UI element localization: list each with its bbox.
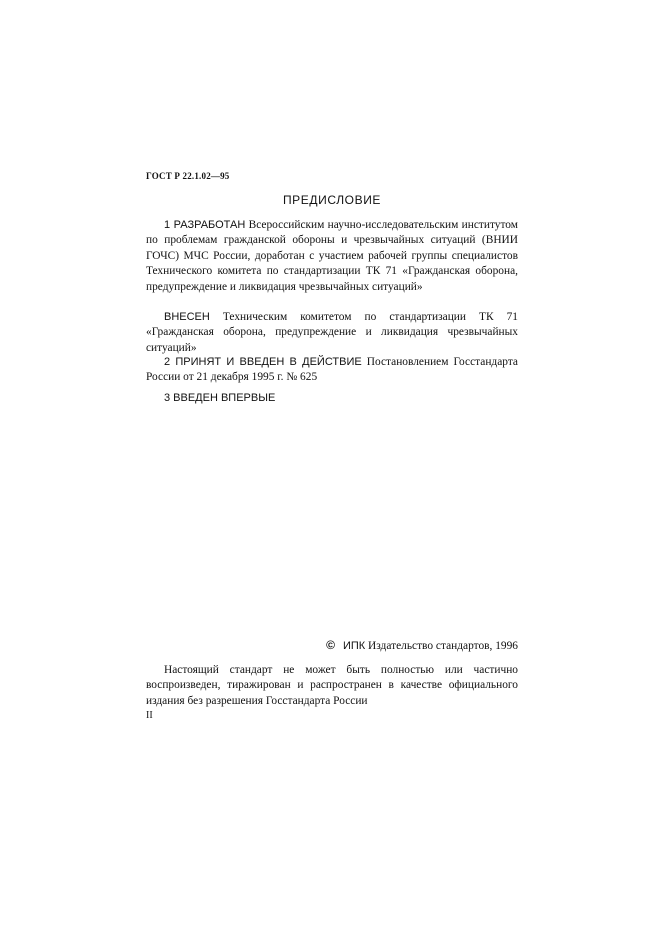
- standard-code: ГОСТ Р 22.1.02—95: [146, 171, 230, 181]
- item-text: Всероссийским научно-исследовательским институтом по проблемам гражданской обороны и чрезвычайных ситуаций (ВНИИ ГОЧС) МЧС России, доработан с участием рабочей группы специалистов Технического комитета по стандартизации ТК 71 «Гражданская оборона, предупреждение и ликвидация чрезвычайных ситуаций»: [146, 219, 518, 293]
- copyright-publisher: ИПК: [342, 640, 366, 652]
- item-lead: ВНЕСЕН: [164, 311, 210, 323]
- notice-text: Настоящий стандарт не может быть полностью или частично воспроизведен, тиражирован и распространен в качестве официального издания без разрешения Госстандарта России: [146, 664, 518, 707]
- preface-item-2: [146, 355, 518, 386]
- preface-item-1: [146, 218, 518, 295]
- item-text: Техническим комитетом по стандартизации ТК 71 «Гражданская оборона, предупреждение и ликвидация чрезвычайных ситуаций»: [146, 311, 518, 354]
- item-lead: 3 ВВЕДЕН ВПЕРВЫЕ: [164, 392, 276, 404]
- copyright-text: Издательство стандартов, 1996: [368, 640, 518, 652]
- copyright-line: [146, 638, 518, 652]
- copyright-symbol: ©: [326, 638, 335, 652]
- item-lead: 1 РАЗРАБОТАН: [164, 219, 246, 231]
- item-text: Постановлением Госстандарта России от 21 декабря 1995 г. № 625: [146, 356, 518, 384]
- item-lead: 2 ПРИНЯТ И ВВЕДЕН В ДЕЙСТВИЕ: [164, 356, 362, 368]
- preface-item-introduced: [146, 310, 518, 356]
- page-title: ПРЕДИСЛОВИЕ: [282, 193, 382, 207]
- preface-item-3: [146, 391, 518, 406]
- reproduction-notice: [146, 663, 518, 709]
- page-number: II: [146, 710, 153, 721]
